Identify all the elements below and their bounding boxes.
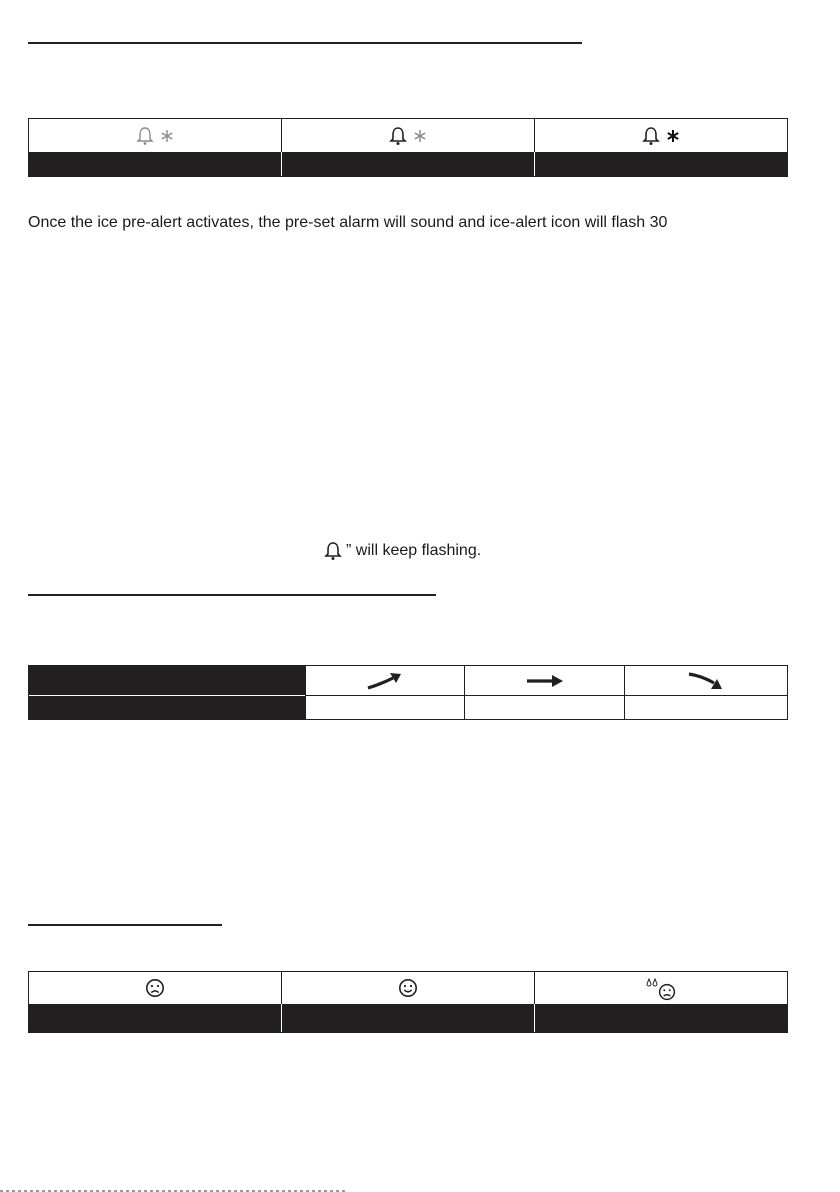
smile-face-icon [398, 978, 418, 998]
bell-light-icon [136, 126, 154, 146]
trend-row-label [29, 696, 305, 719]
bell-icon [389, 126, 407, 146]
trend-cell-steady [465, 696, 625, 719]
section-heading-rule [28, 42, 582, 44]
section-heading-rule [28, 594, 436, 596]
ice-alert-note [324, 541, 481, 561]
trend-table [28, 665, 788, 720]
arrow-steady-icon [525, 673, 565, 689]
ice-alert-caption-1 [29, 152, 282, 176]
bell-icon [324, 541, 342, 561]
bell-icon [642, 126, 660, 146]
comfort-caption-2 [282, 1004, 535, 1032]
ice-alert-table [28, 118, 788, 177]
comfort-cell-dry [29, 972, 282, 1004]
ice-alert-caption-2 [282, 152, 535, 176]
trend-header-rising [305, 666, 465, 696]
trend-header-label [29, 666, 305, 696]
snowflake-icon [666, 129, 680, 143]
ice-alert-note-text: ” will keep flashing. [346, 542, 482, 559]
trend-cell-rising [305, 696, 465, 719]
comfort-table [28, 971, 788, 1033]
sad-face-icon [658, 983, 676, 1001]
ice-alert-cell-alarm-on [282, 119, 535, 152]
ice-alert-cell-off [29, 119, 282, 152]
comfort-caption-3 [535, 1004, 787, 1032]
ice-alert-cell-active [535, 119, 787, 152]
trend-header-falling [625, 666, 787, 696]
trend-cell-falling [625, 696, 787, 719]
arrow-falling-icon [686, 670, 726, 692]
comfort-cell-wet [535, 972, 787, 1004]
snowflake-light-icon [160, 129, 174, 143]
comfort-cell-comfort [282, 972, 535, 1004]
arrow-rising-icon [365, 670, 405, 692]
water-drops-icon [646, 978, 658, 988]
ice-alert-caption-3 [535, 152, 787, 176]
comfort-caption-1 [29, 1004, 282, 1032]
ice-alert-paragraph: Once the ice pre-alert activates, the pre-set alarm will sound and ice-alert icon will flash 30 [28, 214, 668, 231]
section-heading-rule [28, 924, 222, 926]
snowflake-light-icon [413, 129, 427, 143]
trend-header-steady [465, 666, 625, 696]
sad-face-icon [145, 978, 165, 998]
